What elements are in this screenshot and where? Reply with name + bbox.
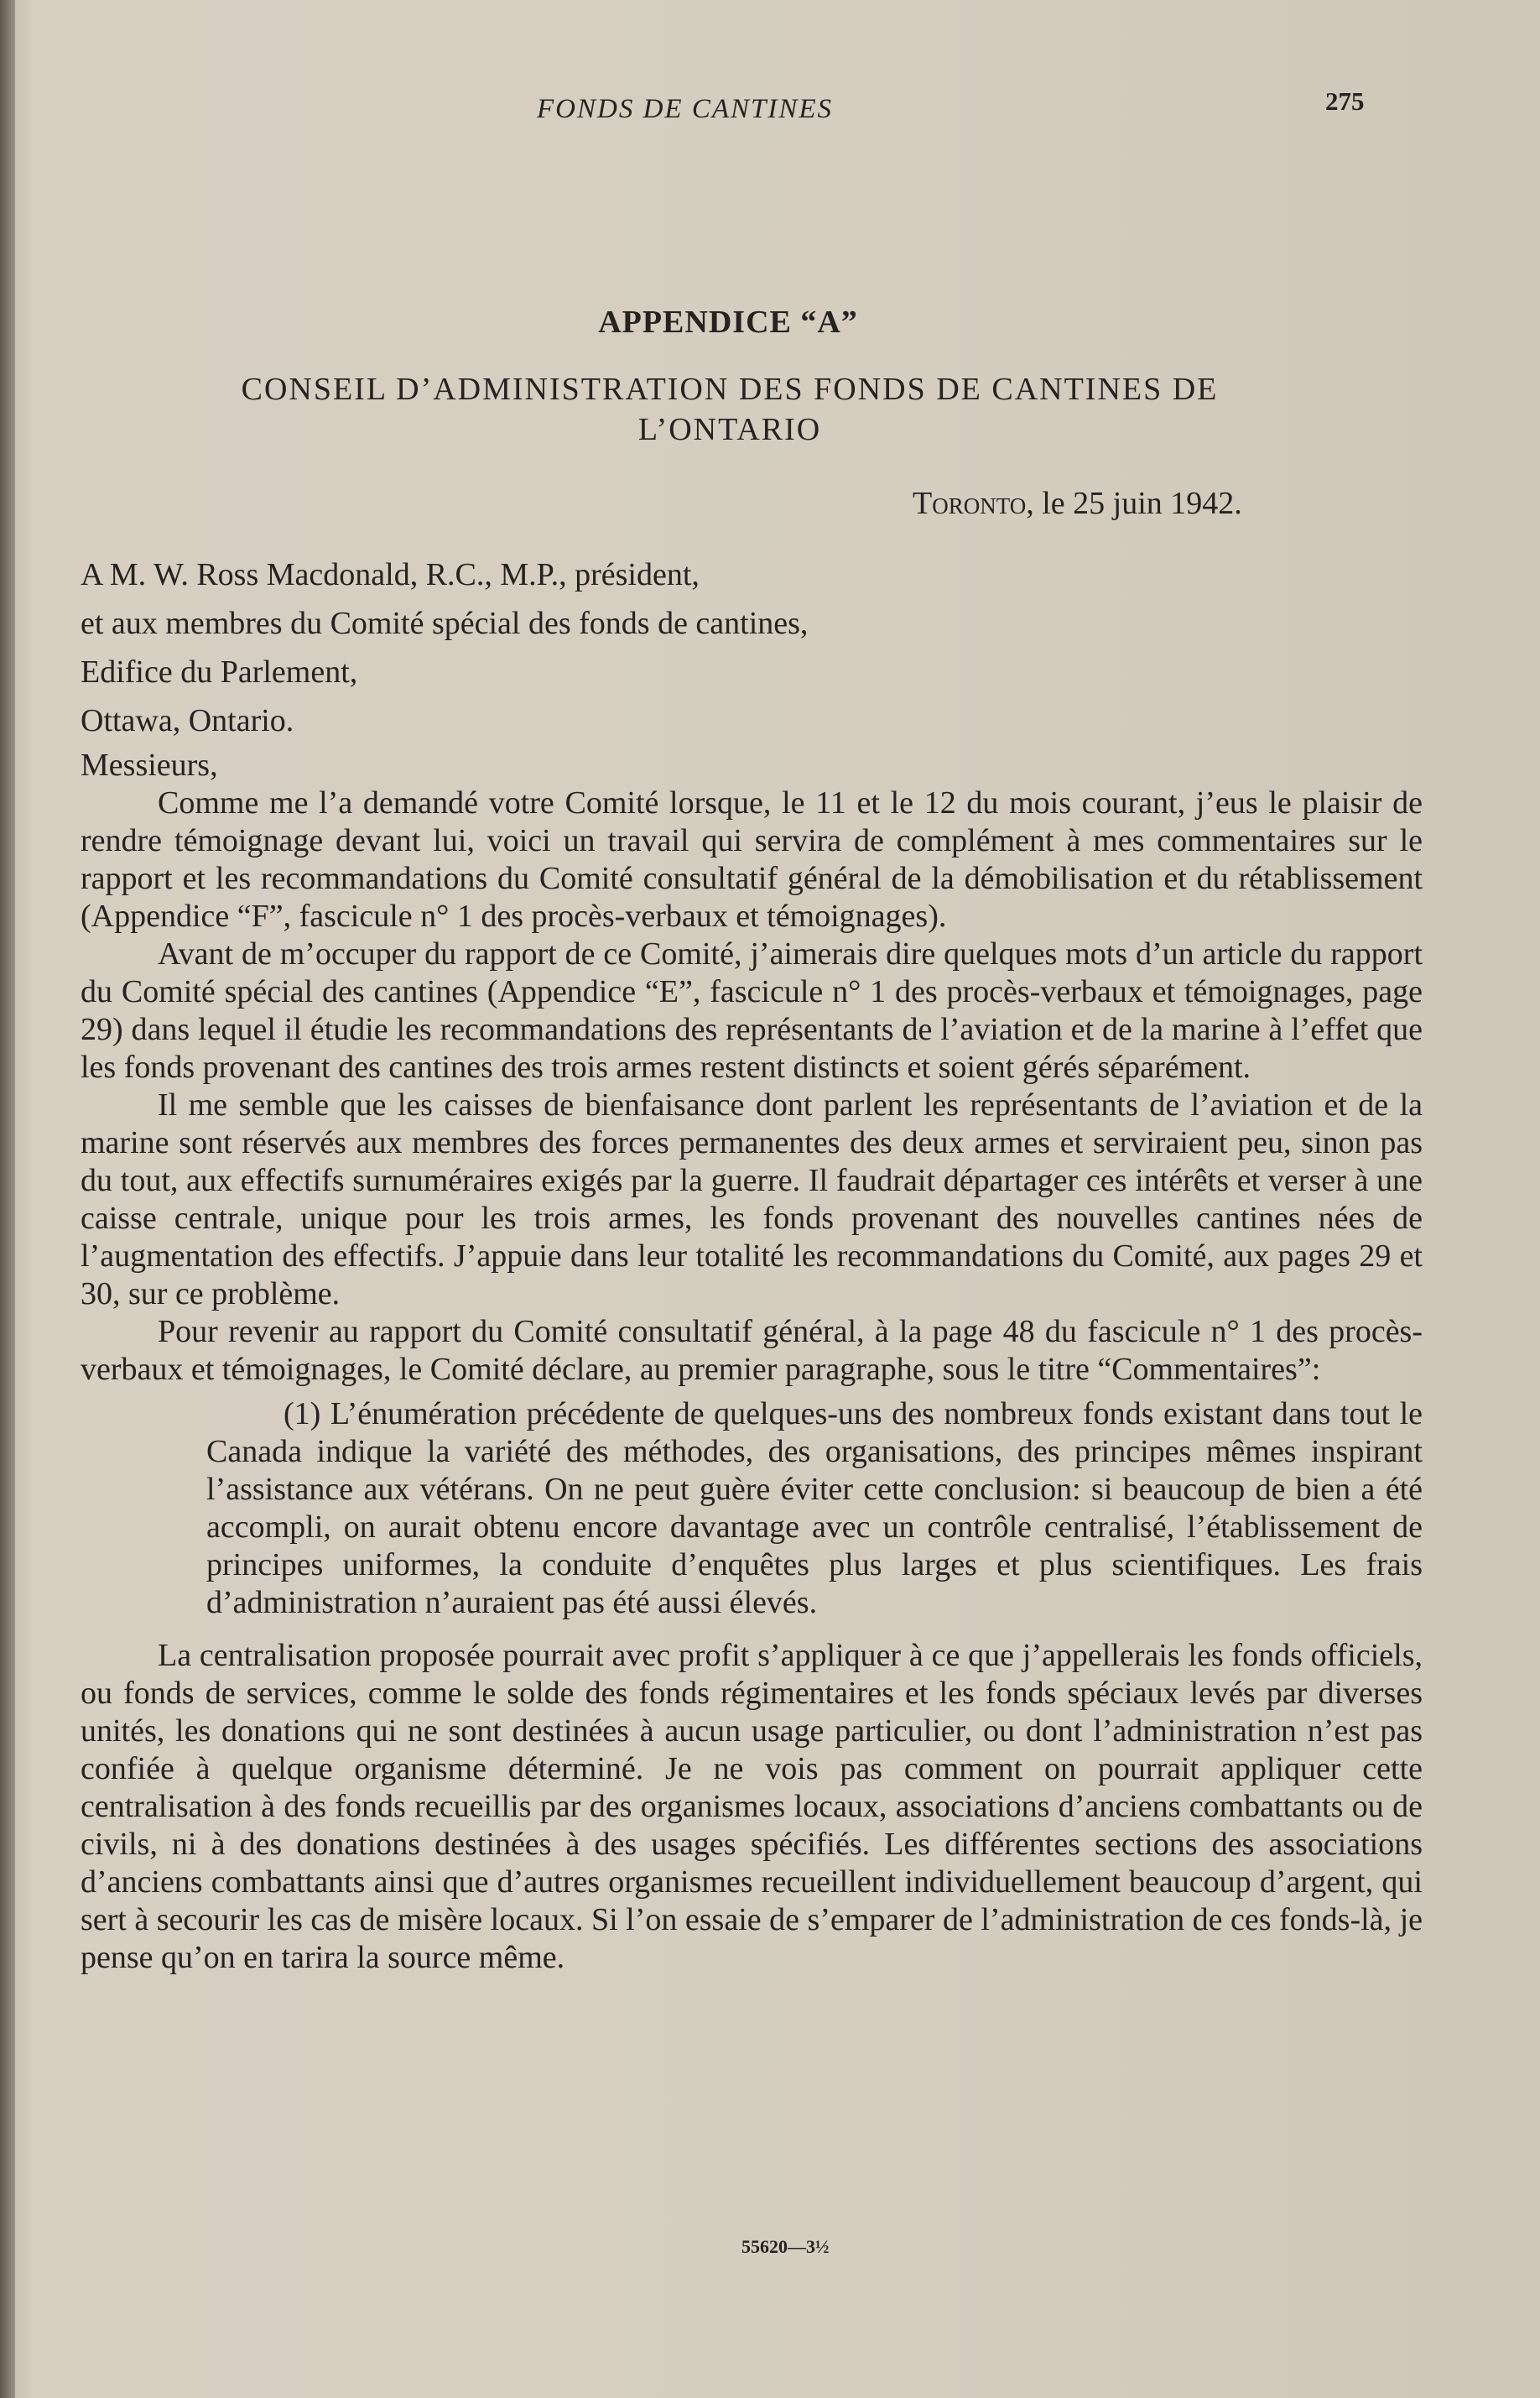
paragraph-5: La centralisation proposée pourrait avec profit s’appliquer à ce que j’appellerais les fonds officiels, ou fonds de services, comme le solde des fonds régimentaires et les fonds spéciaux levés par diverses unités, les donations qui ne sont destinées à aucun usage particulier, ou dont l’administration n’est pas confiée à quelque organisme déterminé. Je ne vois pas comment on pourrait appliquer cette centralisation à des fonds recueillis par des organismes locaux, associations d’anciens combattants ou de civils, ni à des donations destinées à des usages spécifiés. Les différentes sections des associations d’anciens combattants ainsi que d’autres organismes recueillent individuellement beaucoup d’argent, qui sert à secourir les cas de misère locaux. Si l’on essaie de s’emparer de l’administration de ces fonds-là, je pense qu’on en tarira la source même. (81, 1638, 1423, 1975)
page-binding-edge (0, 0, 15, 2398)
salutation: Messieurs, (81, 748, 218, 783)
paragraph-2: Avant de m’occuper du rapport de ce Comité, j’aimerais dire quelques mots d’un article du rapport du Comité spécial des cantines (Appendice “E”, fascicule n° 1 des procès-verbaux et témoignages, page 29) dans lequel il étudie les recommandations des représentants de l’aviation et de la marine à l’effet que les fonds provenant des cantines des trois armes restent distincts et soient gérés séparément. (81, 936, 1423, 1085)
appendix-title: APPENDICE “A” (598, 305, 858, 340)
page-number: 275 (1325, 86, 1365, 116)
paragraph-3: Il me semble que les caisses de bienfaisance dont parlent les représentants de l’aviation et de la marine sont réservés aux membres des forces permanentes des deux armes et serviraient peu, sinon pas du tout, aux effectifs surnuméraires exigés par la guerre. Il faudrait départager ces intérêts et verser à une caisse centrale, unique pour les trois armes, les fonds provenant des nouvelles cantines nées de l’augmentation des effectifs. J’appuie dans leur totalité les recommandations du Comité, aux pages 29 et 30, sur ce problème. (81, 1087, 1423, 1311)
council-title (0, 369, 1459, 450)
letter-body (81, 747, 1423, 1977)
dateline-date: , le 25 juin 1942. (1026, 486, 1242, 521)
council-title-line1: CONSEIL D’ADMINISTRATION DES FONDS DE CANTINES DE (241, 372, 1219, 407)
address-line2: et aux membres du Comité spécial des fonds de cantines, (81, 606, 809, 641)
dateline (913, 485, 1242, 522)
paragraph-4: Pour revenir au rapport du Comité consultatif général, à la page 48 du fascicule n° 1 des procès-verbaux et témoignages, le Comité déclare, au premier paragraphe, sous le titre “Commentaires”: (81, 1314, 1423, 1387)
address-line4: Ottawa, Ontario. (81, 703, 294, 738)
running-head: FONDS DE CANTINES (537, 94, 834, 124)
council-title-line2: L’ONTARIO (637, 412, 822, 447)
paragraph-1: Comme me l’a demandé votre Comité lorsque, le 11 et le 12 du mois courant, j’eus le plaisir de rendre témoignage devant lui, voici un travail qui servira de complément à mes commentaires sur le rapport et les recommandations du Comité consultatif général de la démobilisation et du rétablissement (Appendice “F”, fascicule n° 1 des procès-verbaux et témoignages). (81, 785, 1423, 934)
block-quote: (1) L’énumération précédente de quelques-uns des nombreux fonds existant dans tout le Canada indique la variété des méthodes, des organisations, des principes mêmes inspirant l’assistance aux vétérans. On ne peut guère éviter cette conclusion: si beaucoup de bien a été accompli, on aurait obtenu encore davantage avec un contrôle centralisé, l’établissement de principes uniformes, la conduite d’enquêtes plus larges et plus scientifiques. Les frais d’administration n’auraient pas été aussi élevés. (206, 1396, 1423, 1620)
address-line3: Edifice du Parlement, (81, 654, 358, 690)
address-block (81, 550, 808, 745)
printer-code: 55620—3½ (741, 2236, 830, 2257)
dateline-city: Toronto (913, 486, 1027, 521)
address-line1: A M. W. Ross Macdonald, R.C., M.P., président, (81, 557, 700, 592)
